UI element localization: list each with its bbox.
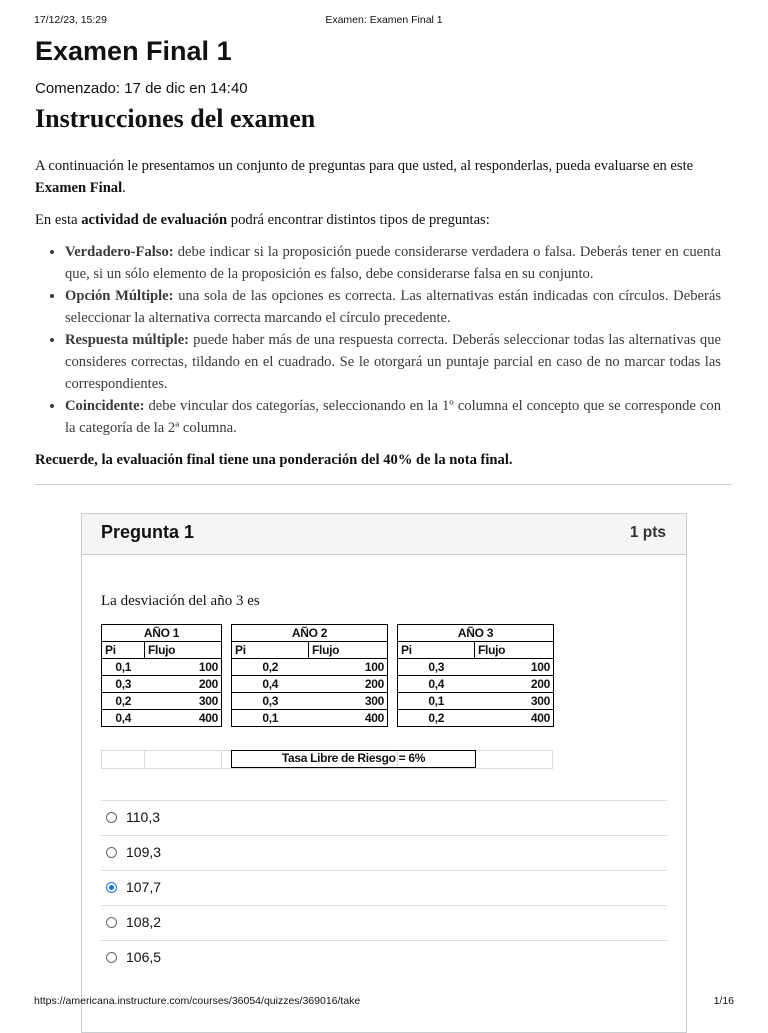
section-divider [35, 484, 732, 485]
table-row: 0,4 200 [398, 676, 554, 693]
flujo-header: Flujo [145, 642, 222, 659]
pi-header: Pi [398, 642, 475, 659]
print-header [0, 14, 768, 30]
question-types-list [35, 241, 721, 439]
types-paragraph: En esta actividad de evaluación podrá encontrar distintos tipos de preguntas: [35, 212, 490, 228]
answer-option-4[interactable]: 108,2 [101, 905, 667, 940]
year2-table [231, 624, 388, 727]
risk-free-rate-label: Tasa Libre de Riesgo = 6% [231, 750, 476, 768]
list-item: • Verdadero-Falso: debe indicar si la proposición puede considerarse verdadera o falsa. Deberás tener en cuenta que, si un sólo elemento de la proposición es falso, debe considerarse falsa en su conjunto. [65, 241, 721, 285]
table-row: 0,1 300 [398, 693, 554, 710]
answer-option-5[interactable]: 106,5 [101, 940, 667, 975]
table-row: 0,2 300 [102, 693, 222, 710]
quiz-title: Examen Final 1 [35, 36, 232, 66]
question-card [81, 513, 687, 1033]
answer-option-2[interactable]: 109,3 [101, 835, 667, 870]
radio-button[interactable] [106, 917, 117, 928]
answer-option-1[interactable]: 110,3 [101, 800, 667, 835]
table-row: 0,4 400 [102, 710, 222, 727]
list-item: • Opción Múltiple: una sola de las opciones es correcta. Las alternativas están indicadas con círculos. Deberás seleccionar la alternativa correcta marcando el círculo precedente. [65, 285, 721, 329]
list-item: • Coincidente: debe vincular dos categorías, seleccionando en la 1º columna el concepto que se corresponde con la categoría de la 2ª columna. [65, 395, 721, 439]
table-title: AÑO 3 [398, 625, 554, 642]
weighting-note: Recuerde, la evaluación final tiene una ponderación del 40% de la nota final. [35, 452, 513, 468]
table-row: 0,3 200 [102, 676, 222, 693]
flujo-header: Flujo [309, 642, 388, 659]
list-item: • Respuesta múltiple: puede haber más de una respuesta correcta. Deberás seleccionar todas las alternativas que consideres correctas, tildando en el cuadrado. Se le otorgará un puntaje parcial en caso de no marcar todas las correspondientes. [65, 329, 721, 395]
print-page-number: 1/16 [713, 995, 734, 1007]
question-header [82, 514, 686, 555]
year1-table [101, 624, 222, 727]
flujo-header: Flujo [475, 642, 554, 659]
table-row: 0,2 100 [232, 659, 388, 676]
quiz-started-time: Comenzado: 17 de dic en 14:40 [35, 80, 248, 97]
radio-button-selected[interactable] [106, 882, 117, 893]
question-text: La desviación del año 3 es [101, 593, 260, 609]
instructions-heading: Instrucciones del examen [35, 104, 316, 133]
table-row: 0,3 300 [232, 693, 388, 710]
print-url: https://americana.instructure.com/courses/36054/quizzes/369016/take [34, 995, 361, 1007]
pi-header: Pi [102, 642, 145, 659]
answer-option-3[interactable]: 107,7 [101, 870, 667, 905]
radio-button[interactable] [106, 952, 117, 963]
radio-button[interactable] [106, 847, 117, 858]
table-row: 0,1 100 [102, 659, 222, 676]
intro-paragraph: A continuación le presentamos un conjunto de preguntas para que usted, al responderlas, pueda evaluarse en este Examen Final. [35, 158, 694, 196]
print-page-title: Examen: Examen Final 1 [325, 14, 443, 26]
question-points: 1 pts [629, 524, 666, 541]
year3-table [397, 624, 554, 727]
pi-header: Pi [232, 642, 309, 659]
spreadsheet-gridline [101, 768, 553, 769]
table-row: 0,4 200 [232, 676, 388, 693]
question-title: Pregunta 1 [101, 522, 195, 542]
table-row: 0,3 100 [398, 659, 554, 676]
table-title: AÑO 1 [102, 625, 222, 642]
radio-button[interactable] [106, 812, 117, 823]
instructions-body [35, 155, 721, 481]
table-row: 0,2 400 [398, 710, 554, 727]
table-row: 0,1 400 [232, 710, 388, 727]
print-timestamp: 17/12/23, 15:29 [34, 14, 107, 26]
answer-list [101, 800, 667, 975]
table-title: AÑO 2 [232, 625, 388, 642]
